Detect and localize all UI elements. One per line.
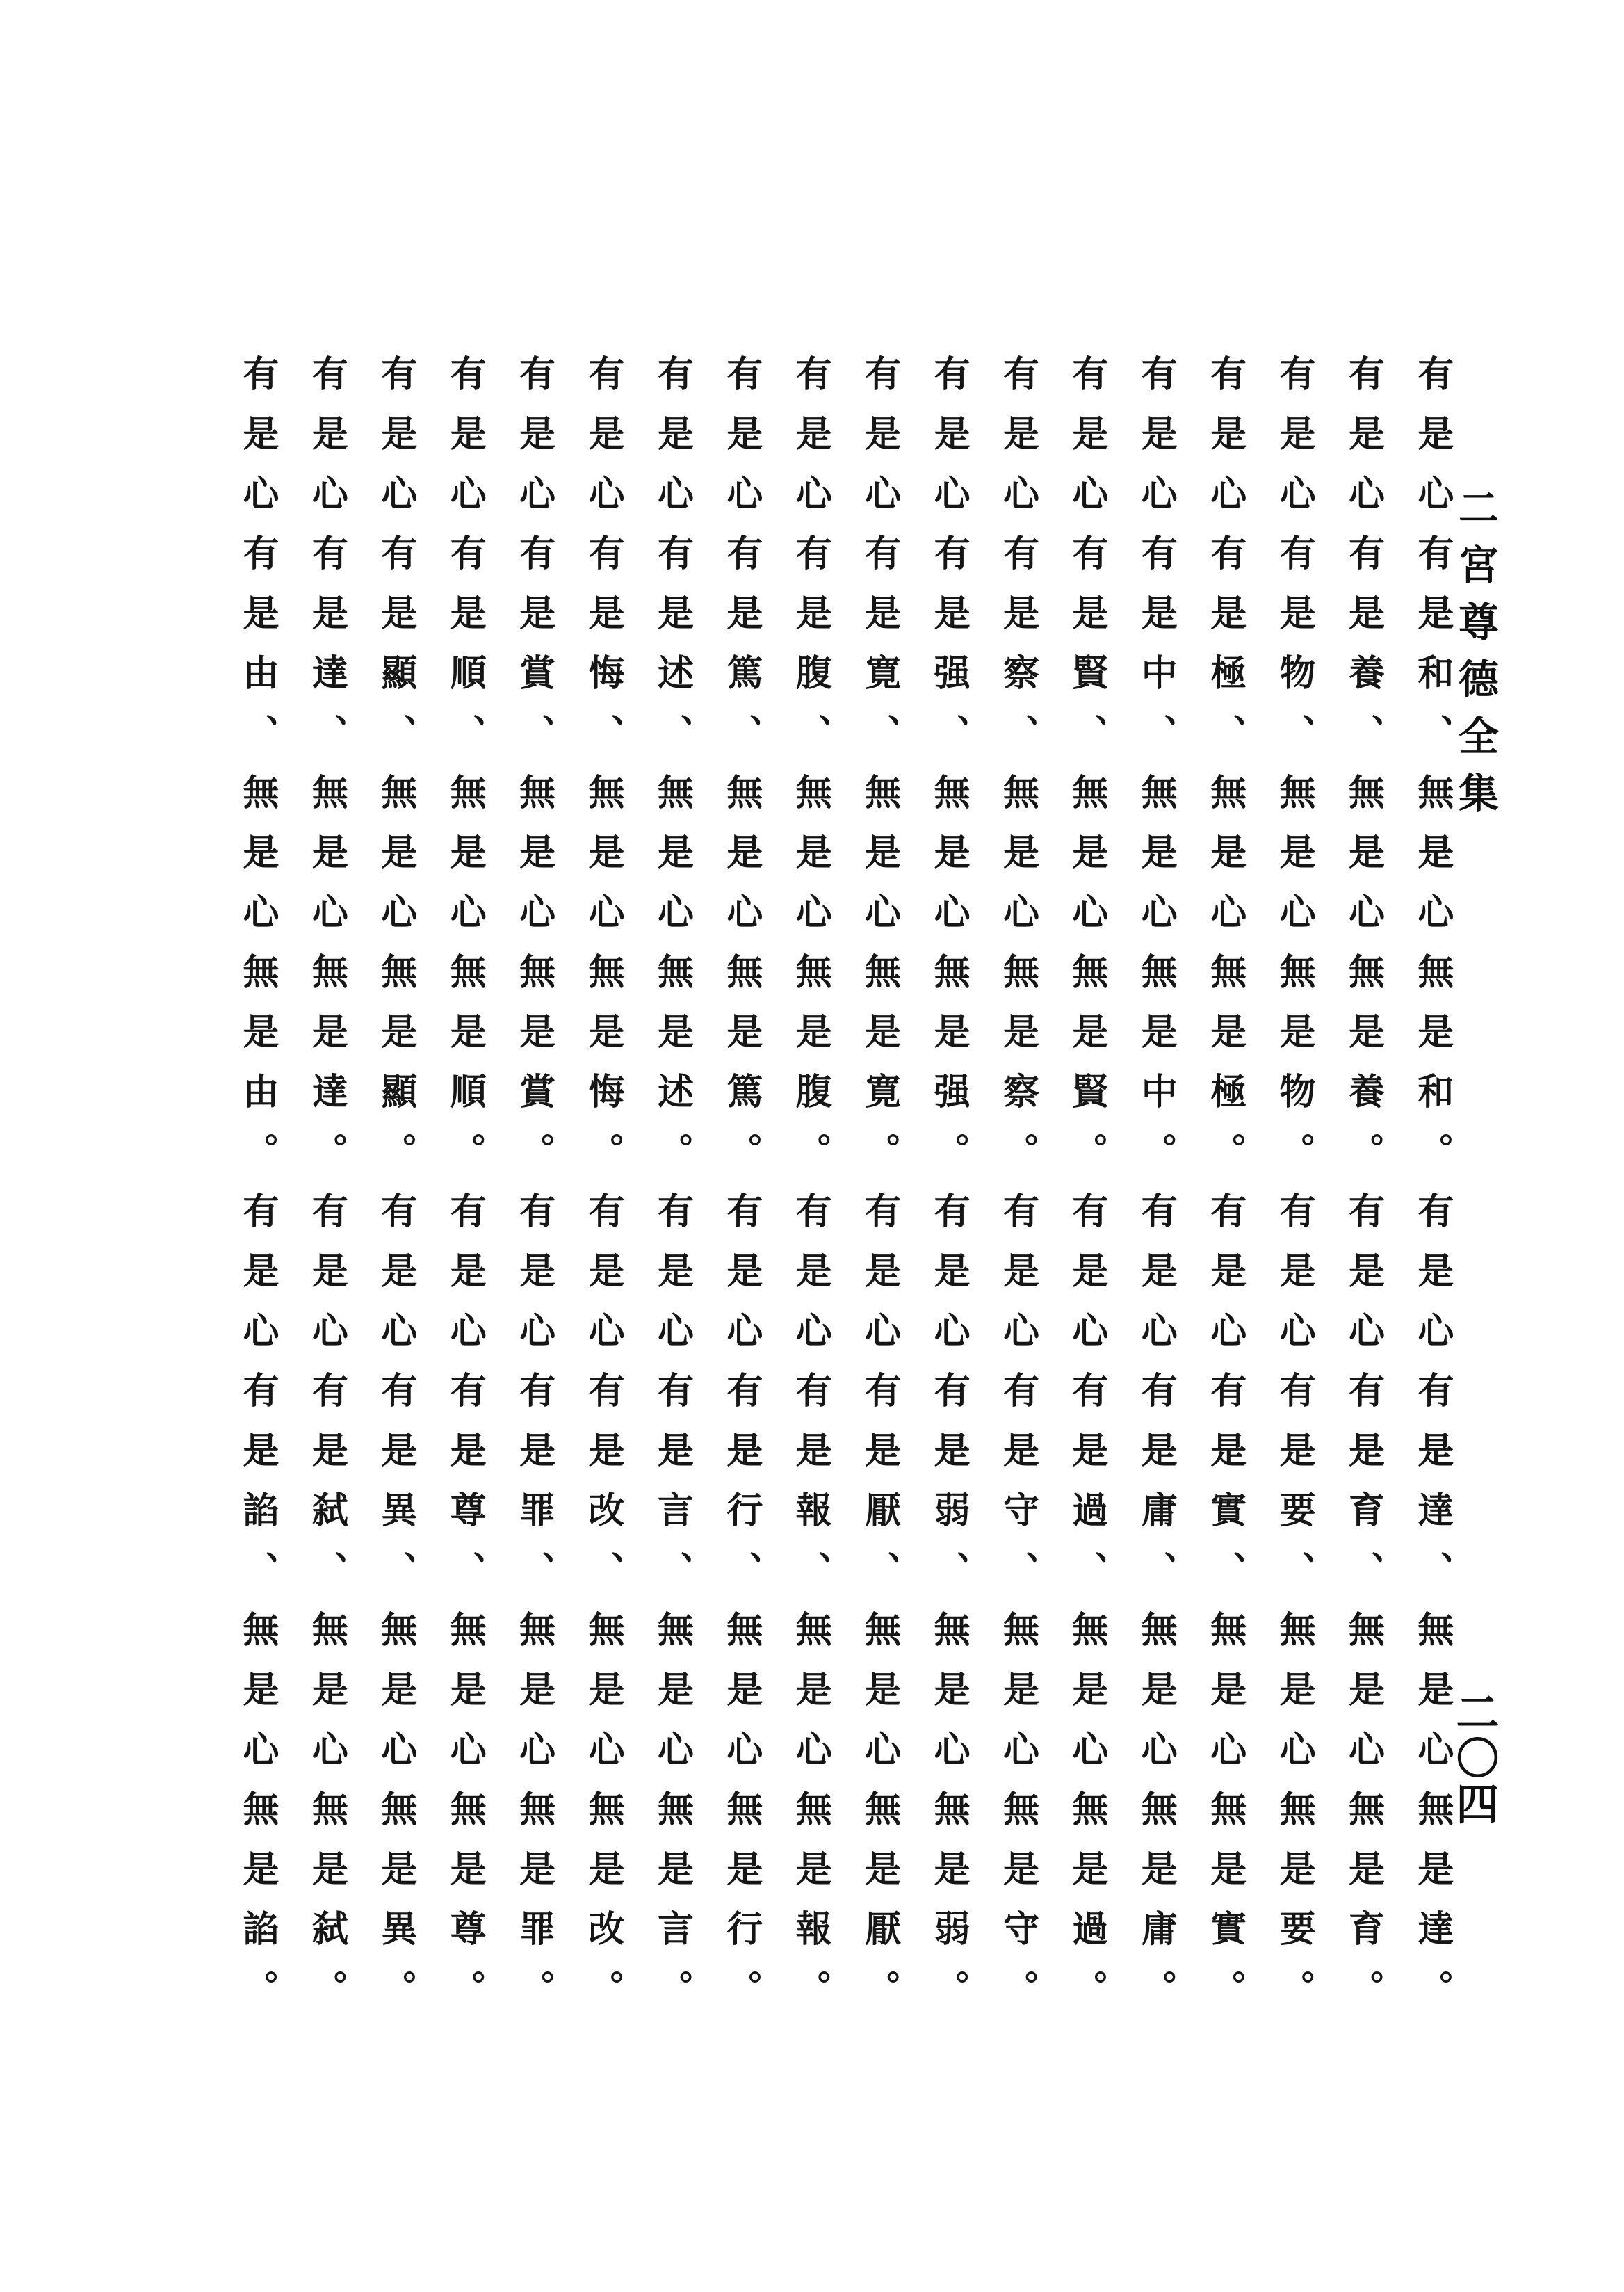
text-column: 有是心有是悔、無是心無是悔。有是心有是改、無是心無是改。: [582, 355, 625, 2029]
text-column: 有是心有是强、無是心無是强。有是心有是弱、無是心無是弱。: [927, 355, 971, 2029]
text-column: 有是心有是賢、無是心無是賢。有是心有是過、無是心無是過。: [1065, 355, 1108, 2029]
text-column: 有是心有是寛、無是心無是寛。有是心有是厭、無是心無是厭。: [858, 355, 901, 2029]
text-column: 有是心有是腹、無是心無是腹。有是心有是報、無是心無是報。: [789, 355, 832, 2029]
text-column: 有是心有是養、無是心無是養。有是心有是育、無是心無是育。: [1342, 355, 1385, 2029]
text-column: 有是心有是極、無是心無是極。有是心有是實、無是心無是實。: [1203, 355, 1247, 2029]
main-text-block: [236, 355, 1454, 2029]
text-column: 有是心有是由、無是心無是由。有是心有是諂、無是心無是諂。: [236, 355, 279, 2029]
text-column: 有是心有是賞、無是心無是賞。有是心有是罪、無是心無是罪。: [512, 355, 555, 2029]
text-column: 有是心有是物、無是心無是物。有是心有是要、無是心無是要。: [1273, 355, 1316, 2029]
text-column: 有是心有是達、無是心無是達。有是心有是弑、無是心無是弑。: [305, 355, 348, 2029]
text-column: 有是心有是述、無是心無是述。有是心有是言、無是心無是言。: [651, 355, 694, 2029]
text-column: 有是心有是察、無是心無是察。有是心有是守、無是心無是守。: [996, 355, 1039, 2029]
running-head: 二宮尊德全集: [1452, 487, 1499, 829]
text-column: 有是心有是和、無是心無是和。有是心有是達、無是心無是達。: [1411, 355, 1454, 2029]
page-number: 二〇四: [1449, 1690, 1500, 1827]
text-column: 有是心有是篤、無是心無是篤。有是心有是行、無是心無是行。: [720, 355, 763, 2029]
text-column: 有是心有是顯、無是心無是顯。有是心有是異、無是心無是異。: [374, 355, 417, 2029]
text-column: 有是心有是中、無是心無是中。有是心有是庸、無是心無是庸。: [1135, 355, 1178, 2029]
text-column: 有是心有是順、無是心無是順。有是心有是尊、無是心無是尊。: [444, 355, 487, 2029]
